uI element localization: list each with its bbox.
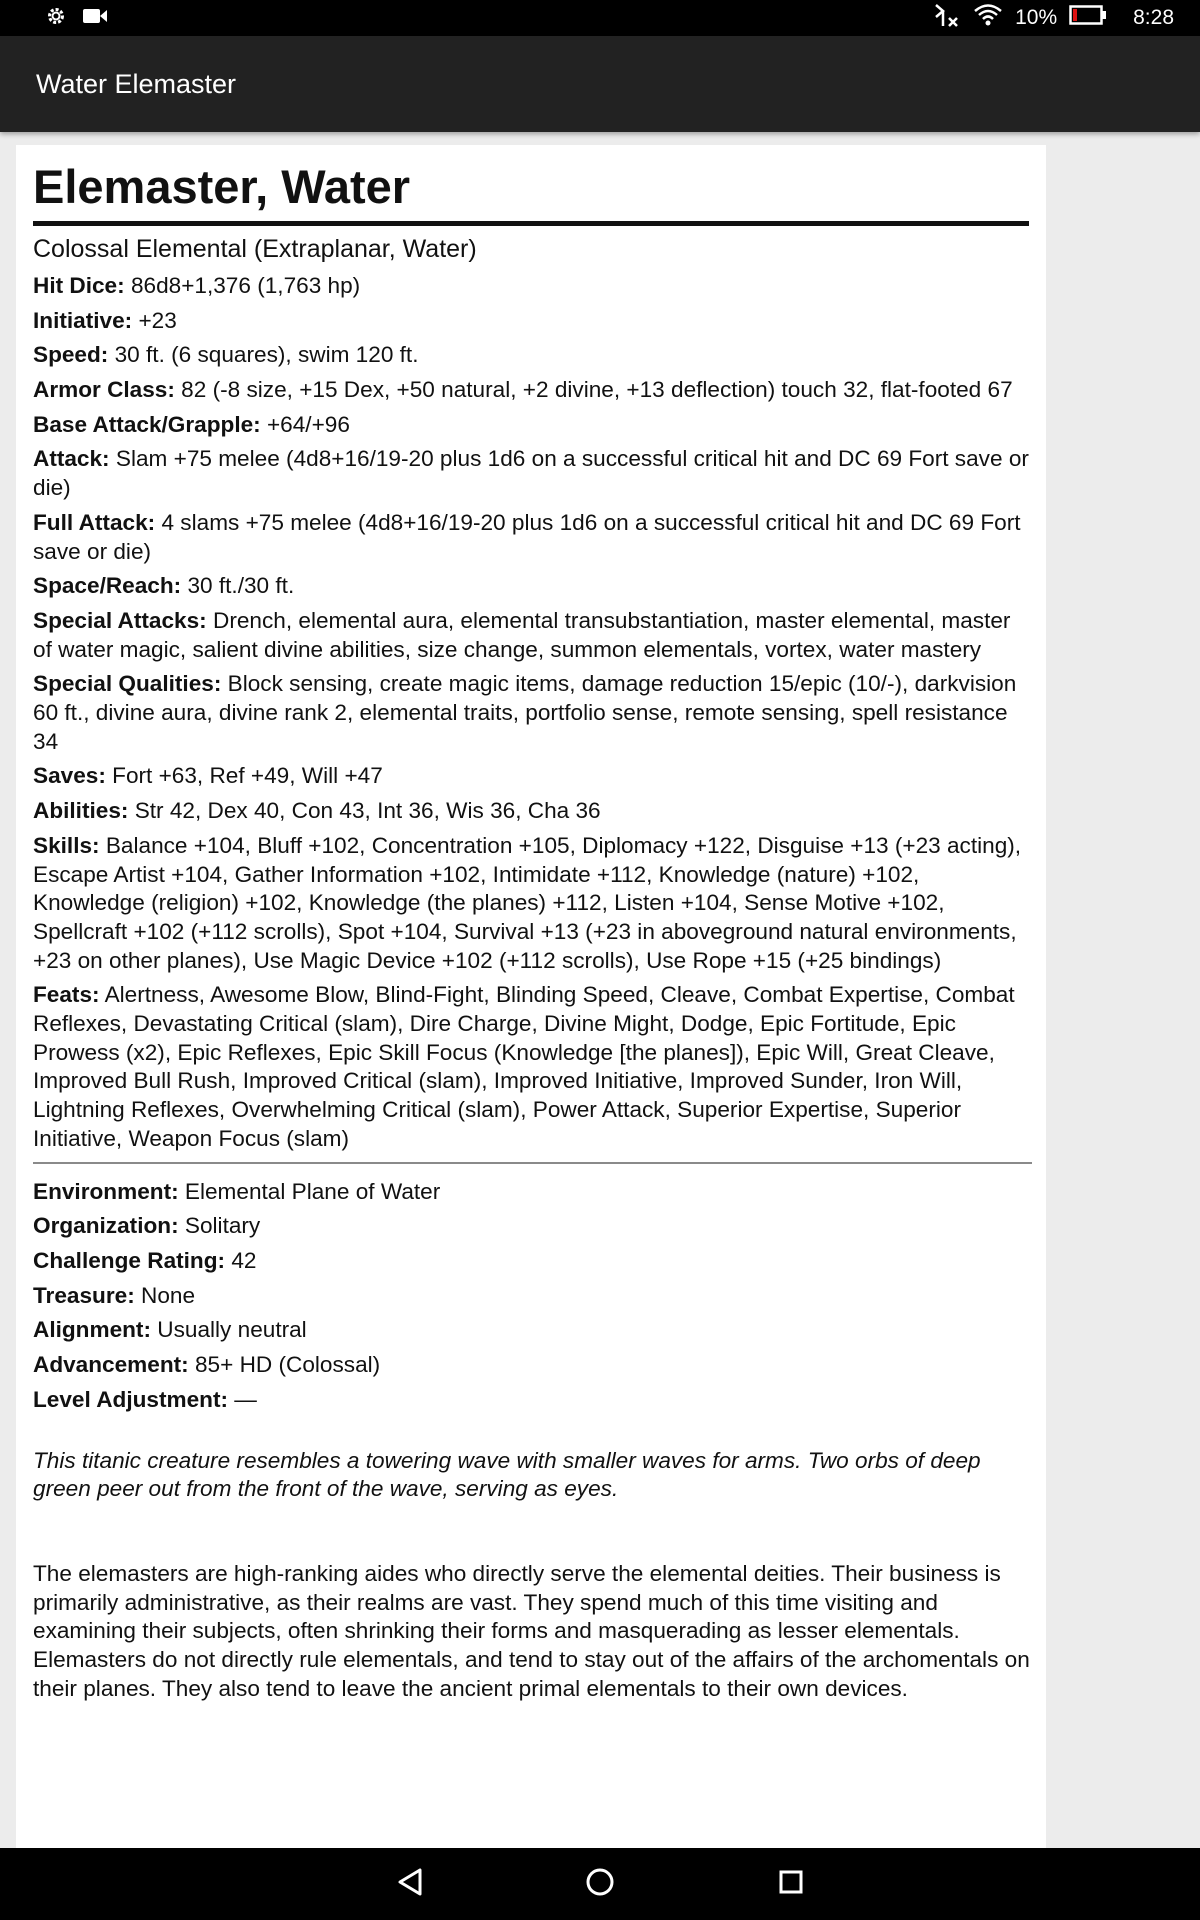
home-button[interactable]	[560, 1848, 640, 1920]
ecology-line	[33, 1247, 1031, 1276]
battery-percent: 10%	[1015, 6, 1058, 29]
ecology-line	[33, 1386, 1031, 1415]
stat-value: None	[141, 1282, 196, 1308]
back-icon	[396, 1867, 424, 1902]
stat-value: 30 ft./30 ft.	[187, 573, 295, 599]
stat-label: Abilities:	[33, 798, 129, 824]
ecology-line	[33, 1212, 1031, 1241]
divider	[33, 1162, 1032, 1164]
app-title: Water Elemaster	[36, 69, 237, 99]
stat-label: Saves:	[33, 763, 106, 789]
stat-line	[33, 981, 1031, 1153]
stat-label: Attack:	[33, 446, 110, 472]
stat-label: Advancement:	[33, 1352, 189, 1378]
stat-line	[33, 670, 1031, 756]
ecology-line	[33, 1178, 1031, 1207]
battery-icon	[1069, 4, 1107, 32]
home-icon	[585, 1867, 615, 1902]
stat-line	[33, 411, 1031, 440]
stat-value: 30 ft. (6 squares), swim 120 ft.	[114, 342, 419, 368]
stat-line	[33, 376, 1031, 405]
stat-line	[33, 509, 1031, 566]
stat-label: Skills:	[33, 832, 100, 858]
status-bar	[0, 0, 1200, 36]
stat-value: Fort +63, Ref +49, Will +47	[112, 763, 383, 789]
page-title: Elemaster, Water	[33, 159, 1029, 226]
flavor-text: This titanic creature resembles a towering wave with smaller waves for arms. Two orbs of deep green peer out from the front of the wave, serving as eyes.	[33, 1447, 981, 1502]
stat-label: Special Qualities:	[33, 671, 222, 697]
stat-label: Hit Dice:	[33, 272, 125, 298]
stat-label: Challenge Rating:	[33, 1247, 226, 1273]
stat-label: Feats:	[33, 982, 100, 1008]
content-card[interactable]	[16, 145, 1046, 1848]
ecology-list	[33, 1178, 1031, 1415]
recents-icon	[778, 1869, 804, 1900]
stat-value: —	[234, 1386, 257, 1412]
stat-label: Alignment:	[33, 1317, 151, 1343]
stat-label: Space/Reach:	[33, 573, 182, 599]
stat-line	[33, 307, 1031, 336]
stat-line	[33, 341, 1031, 370]
stat-line	[33, 272, 1031, 301]
navigation-bar	[0, 1848, 1200, 1920]
stat-value: Block sensing, create magic items, damage reduction 15/epic (10/-), darkvision 60 ft., divine aura, divine rank 2, elemental traits, portfolio sense, remote sensing, spell resistance 34	[33, 671, 1017, 754]
stat-line	[33, 607, 1031, 664]
stat-value: Usually neutral	[157, 1317, 307, 1343]
stat-value: 82 (-8 size, +15 Dex, +50 natural, +2 divine, +13 deflection) touch 32, flat-footed 67	[181, 377, 1013, 402]
stat-label: Special Attacks:	[33, 607, 207, 633]
stat-value: 42	[231, 1247, 257, 1273]
app-bar	[0, 36, 1200, 132]
stat-label: Organization:	[33, 1213, 179, 1239]
description-text: The elemasters are high-ranking aides who directly serve the elemental deities. Their business is primarily administrative, as their realms are vast. They spend much of this time visiting and examining their subjects, often shrinking their forms and masquerading as lesser elementals. Elemasters do not directly rule elementals, and tend to stay out of the affairs of the archomentals on their planes. They also tend to leave the ancient primal elementals to their own devices.	[33, 1560, 1030, 1701]
video-icon	[82, 7, 108, 30]
stat-value: +23	[138, 307, 177, 333]
stat-label: Base Attack/Grapple:	[33, 411, 261, 437]
stat-value: 85+ HD (Colossal)	[194, 1352, 381, 1378]
stat-value: +64/+96	[266, 411, 350, 437]
stat-label: Level Adjustment:	[33, 1386, 229, 1412]
stat-line	[33, 445, 1031, 502]
stat-line	[33, 762, 1031, 791]
stat-label: Speed:	[33, 342, 109, 368]
bluetooth-off-icon	[931, 2, 961, 34]
recents-button[interactable]	[751, 1848, 831, 1920]
stat-value: Drench, elemental aura, elemental transubstantiation, master elemental, master of water magic, salient divine abilities, size change, summon elementals, vortex, water mastery	[33, 607, 1011, 662]
clock: 8:28	[1133, 6, 1174, 29]
stat-line	[33, 572, 1031, 601]
stat-value: Elemental Plane of Water	[184, 1178, 441, 1204]
stat-label: Environment:	[33, 1178, 179, 1204]
stat-value: 4 slams +75 melee (4d8+16/19-20 plus 1d6 on a successful critical hit and DC 69 Fort save or die)	[33, 509, 1021, 564]
stat-value: Balance +104, Bluff +102, Concentration +105, Diplomacy +122, Disguise +13 (+23 acting), Escape Artist +104, Gather Information +102, Intimidate +112, Knowledge (nature) +102, Knowledge (religion) +102, Knowledge (the planes) +112, Listen +104, Sense Motive +102, Spellcraft +102 (+112 scrolls), Spot +104, Survival +13 (+23 in aboveground natural environments, +23 on other planes), Use Magic Device +102 (+112 scrolls), Use Rope +15 (+25 bindings)	[33, 832, 1022, 973]
stat-line	[33, 832, 1031, 976]
wifi-icon	[973, 3, 1003, 33]
stat-line	[33, 797, 1031, 826]
back-button[interactable]	[370, 1848, 450, 1920]
stat-label: Armor Class:	[33, 377, 175, 402]
creature-type: Colossal Elemental (Extraplanar, Water)	[33, 235, 477, 264]
ecology-line	[33, 1316, 1031, 1345]
ecology-line	[33, 1282, 1031, 1311]
settings-icon	[46, 6, 66, 31]
stat-label: Treasure:	[33, 1282, 135, 1308]
stat-value: Str 42, Dex 40, Con 43, Int 36, Wis 36, Cha 36	[134, 798, 601, 824]
stat-label: Initiative:	[33, 307, 133, 333]
stat-value: Solitary	[184, 1213, 261, 1239]
stats-list	[33, 272, 1031, 1154]
stat-value: 86d8+1,376 (1,763 hp)	[130, 272, 361, 298]
stat-block	[33, 159, 1031, 1703]
stat-value: Slam +75 melee (4d8+16/19-20 plus 1d6 on a successful critical hit and DC 69 Fort save or die)	[33, 446, 1029, 501]
stat-label: Full Attack:	[33, 509, 156, 535]
stat-value: Alertness, Awesome Blow, Blind-Fight, Blinding Speed, Cleave, Combat Expertise, Combat Reflexes, Devastating Critical (slam), Dire Charge, Divine Might, Dodge, Epic Fortitude, Epic Prowess (x2), Epic Reflexes, Epic Skill Focus (Knowledge [the planes]), Epic Will, Great Cleave, Improved Bull Rush, Improved Critical (slam), Improved Initiative, Improved Sunder, Iron Will, Lightning Reflexes, Overwhelming Critical (slam), Power Attack, Superior Expertise, Superior Initiative, Weapon Focus (slam)	[33, 982, 1015, 1151]
ecology-line	[33, 1351, 1031, 1380]
